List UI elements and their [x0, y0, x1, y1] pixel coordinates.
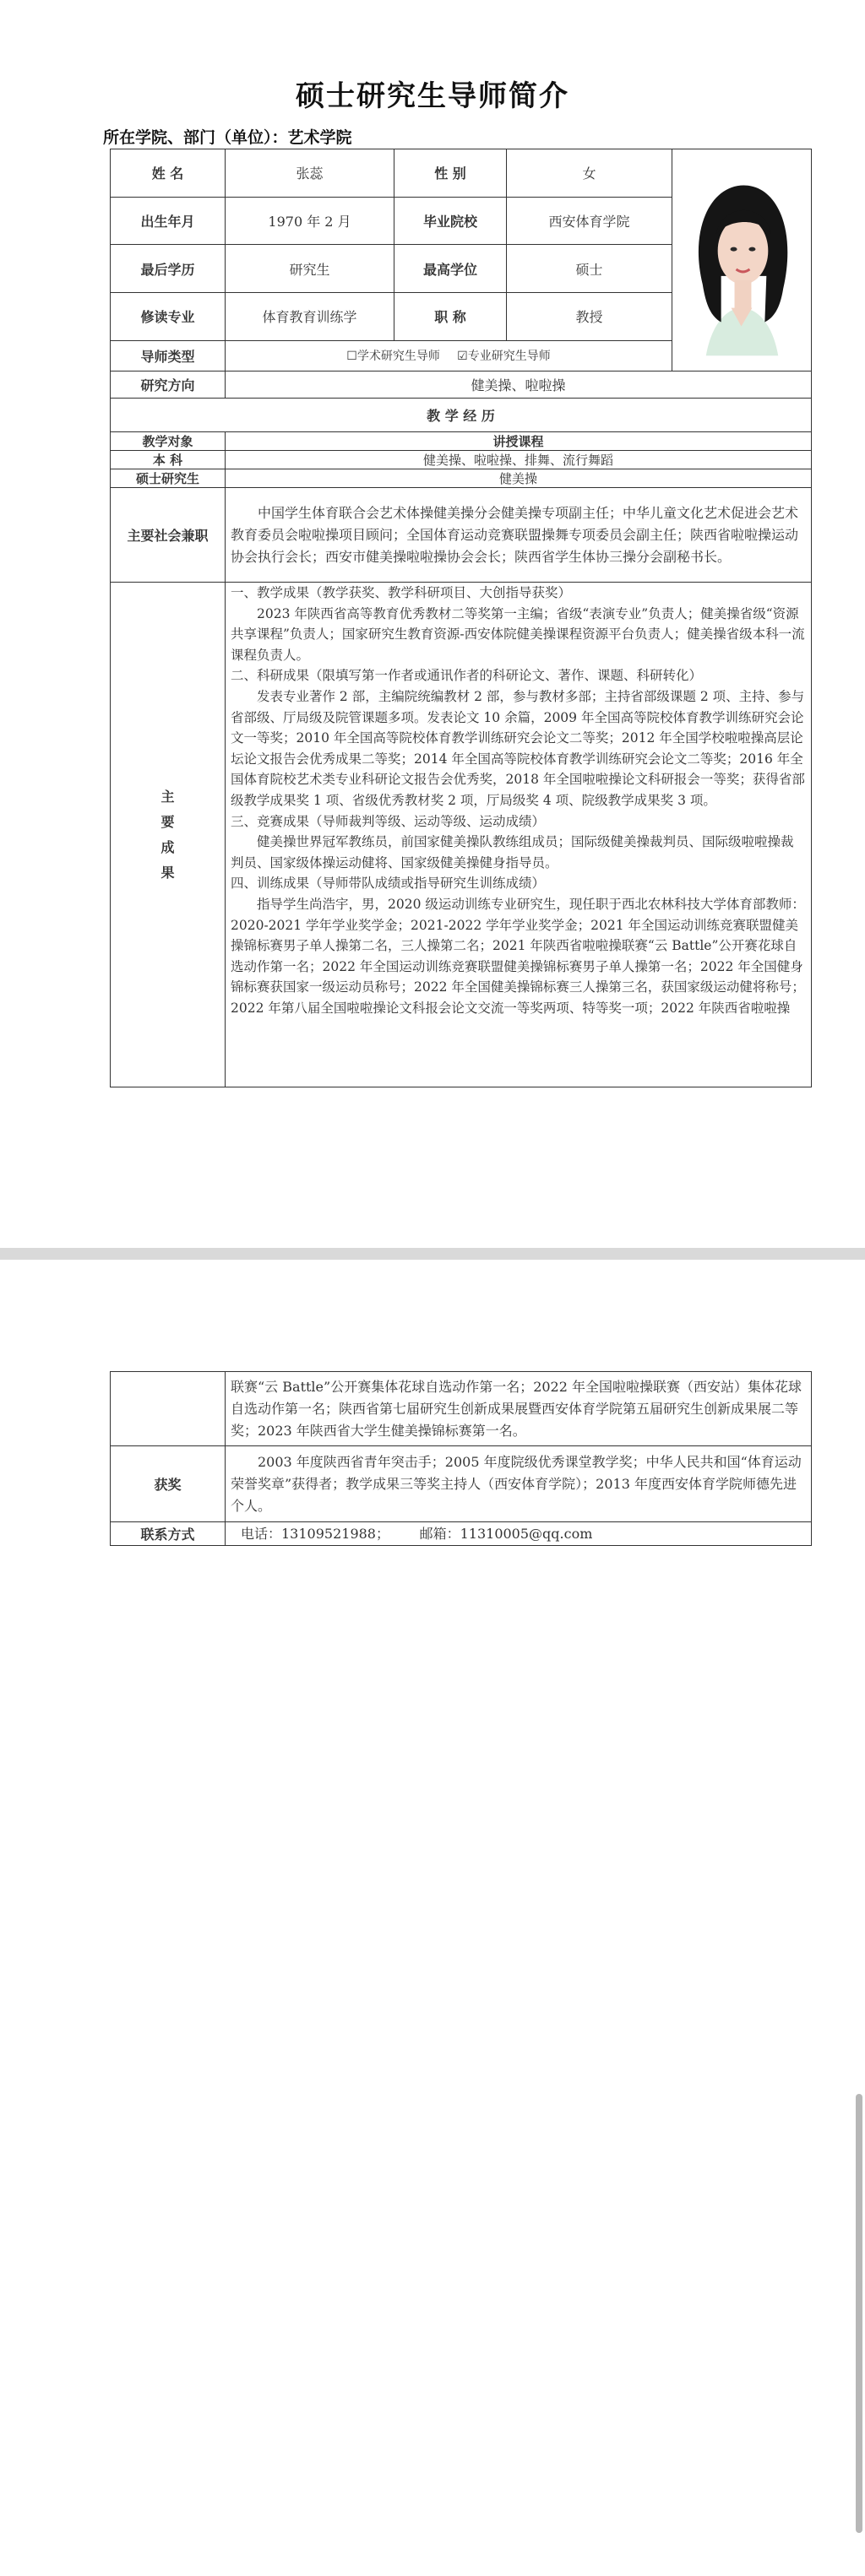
birth-label: 出生年月 [111, 197, 226, 245]
awards-label: 获奖 [111, 1446, 226, 1522]
training-results-text: 指导学生尚浩宇，男，2020 级运动训练专业研究生，现任职于西北农林科技大学体育部教师：2020-2021 学年学业奖学金；2021-2022 学年学业奖学金；2021 年全国运动训练竞赛联盟健美操锦标赛男子单人操第二名，三人操第二名；2021 年陕西省啦啦操联赛“云 Battle”公开赛花球自选动作第一名；2022 年全国运动训练竞赛联盟健美操锦标赛男子单人操第一名；2022 年全国健身锦标赛获国家一级运动员称号；2022 年全国健美操锦标赛三人操第三名，获国家级运动健将称号；2022 年第八届全国啦啦操论文科报会论文交流一等奖两项、特等奖一项；2022 年陕西省啦啦操 [231, 896, 805, 1016]
portrait-image [672, 149, 811, 371]
education-value: 研究生 [226, 245, 394, 293]
phone-text: 电话：13109521988； [241, 1525, 389, 1542]
unit-value: 艺术学院 [287, 128, 352, 147]
mentor-type-label: 导师类型 [111, 340, 226, 371]
unit-label: 所在学院、部门（单位）： [103, 128, 288, 147]
school-label: 毕业院校 [394, 197, 507, 245]
achievements-text [226, 583, 812, 1087]
research-results-text: 发表专业著作 2 部，主编院统编教材 2 部，参与教材多部；主持省部级课题 2 项、主持、参与省部级、厅局级及院管课题多项。发表论文 10 余篇，2009 年全国高等院校体育教学训练研究会论文一等奖；2010 年全国高等院校体育教学训练研究会论文二等奖；2012 年全国学校啦啦操高层论坛论文报告会优秀成果二等奖；2014 年全国高等院校体育教学训练研究会论文二等奖；2016 年全国体育院校艺术类专业科研论文报告会优秀奖，2018 年全国啦啦操论文科研报会一等奖；获得省部级教学成果奖 1 项、省级优秀教材奖 2 项，厅局级奖 4 项、院级教学成果奖 3 项。 [231, 688, 805, 808]
gender-label: 性 别 [394, 149, 507, 198]
continuation-table [110, 1371, 812, 1546]
document-page-2 [0, 1260, 865, 2576]
education-label: 最后学历 [111, 245, 226, 293]
title-label: 职 称 [394, 293, 507, 341]
birth-value: 1970 年 2 月 [226, 197, 394, 245]
document-page-1 [0, 0, 865, 1248]
name-label: 姓 名 [111, 149, 226, 198]
major-value: 体育教育训练学 [226, 293, 394, 341]
page-break [0, 1248, 865, 1260]
awards-text [226, 1446, 812, 1522]
gender-value: 女 [507, 149, 672, 198]
page-title: 硕士研究生导师简介 [296, 79, 569, 113]
achievements-label [111, 583, 226, 1087]
social-paragraph: 中国学生体育联合会艺术体操健美操分会健美操专项副主任；中华儿童文化艺术促进会艺术教育委员会啦啦操项目顾问；全国体育运动竞赛联盟操舞专项委员会副主任；陕西省啦啦操运动协会执行会长；西安市健美操啦啦操协会会长；陕西省学生体协三操分会副秘书长。 [231, 504, 799, 565]
portrait-photo [672, 149, 811, 371]
major-label: 修读专业 [111, 293, 226, 341]
teaching-target-label: 教学对象 [111, 432, 226, 451]
email-text: 邮箱：11310005@qq.com [419, 1525, 593, 1542]
undergrad-courses: 健美操、啦啦操、排舞、流行舞蹈 [226, 451, 812, 469]
degree-label: 最高学位 [394, 245, 507, 293]
research-results-heading: 二、科研成果（限填写第一作者或通讯作者的科研论文、著作、课题、科研转化） [231, 668, 703, 684]
name-value: 张蕊 [226, 149, 394, 198]
photo-cell [672, 149, 812, 371]
achievements-label-char: 要 [160, 813, 175, 830]
training-results-heading: 四、训练成果（导师带队成绩或指导研究生训练成绩） [231, 876, 546, 892]
profile-table [110, 149, 812, 1087]
teaching-section-header: 教 学 经 历 [111, 399, 812, 432]
contact-value [226, 1522, 812, 1546]
contact-label: 联系方式 [111, 1522, 226, 1546]
school-value: 西安体育学院 [507, 197, 672, 245]
direction-label: 研究方向 [111, 371, 226, 399]
achievements-label-char: 主 [160, 788, 175, 805]
achievements-label-char: 成 [160, 838, 175, 855]
social-label: 主要社会兼职 [111, 488, 226, 583]
social-text [226, 488, 812, 583]
academic-mentor-checkbox: ☐学术研究生导师 [346, 350, 440, 364]
scrollbar-thumb[interactable] [856, 2094, 862, 2533]
achievements-continued-text: 联赛“云 Battle”公开赛集体花球自选动作第一名；2022 年全国啦啦操联赛（西安站）集体花球自选动作第一名；陕西省第七届研究生创新成果展暨西安体育学院第五届研究生创新成果展二等奖；2023 年陕西省大学生健美操锦标赛第一名。 [226, 1372, 812, 1446]
unit-line [103, 125, 352, 148]
master-courses: 健美操 [226, 469, 812, 488]
course-label: 讲授课程 [226, 432, 812, 451]
title-value: 教授 [507, 293, 672, 341]
master-label: 硕士研究生 [111, 469, 226, 488]
teaching-results-heading: 一、教学成果（教学获奖、教学科研项目、大创指导获奖） [231, 585, 572, 600]
degree-value: 硕士 [507, 245, 672, 293]
achievements-label-char: 果 [160, 864, 175, 881]
competition-results-heading: 三、竞赛成果（导师裁判等级、运动等级、运动成绩） [231, 813, 546, 829]
awards-paragraph: 2003 年度陕西省青年突击手；2005 年度院级优秀课堂教学奖；中华人民共和国“体育运动荣誉奖章”获得者；教学成果三等奖主持人（西安体育学院）；2013 年度西安体育学院师德先进个人。 [231, 1453, 802, 1514]
achievements-continued-label [111, 1372, 226, 1446]
mentor-type-value [226, 340, 672, 371]
undergrad-label: 本 科 [111, 451, 226, 469]
teaching-results-text: 2023 年陕西省高等教育优秀教材二等奖第一主编；省级“表演专业”负责人；健美操省级“资源共享课程”负责人；国家研究生教育资源-西安体院健美操课程资源平台负责人；健美操省级本科一流课程负责人。 [231, 605, 805, 663]
direction-value: 健美操、啦啦操 [226, 371, 812, 399]
professional-mentor-checkbox: ☑专业研究生导师 [457, 350, 551, 364]
competition-results-text: 健美操世界冠军教练员，前国家健美操队教练组成员；国际级健美操裁判员、国际级啦啦操裁判员、国家级体操运动健将、国家级健美操健身指导员。 [231, 834, 794, 870]
